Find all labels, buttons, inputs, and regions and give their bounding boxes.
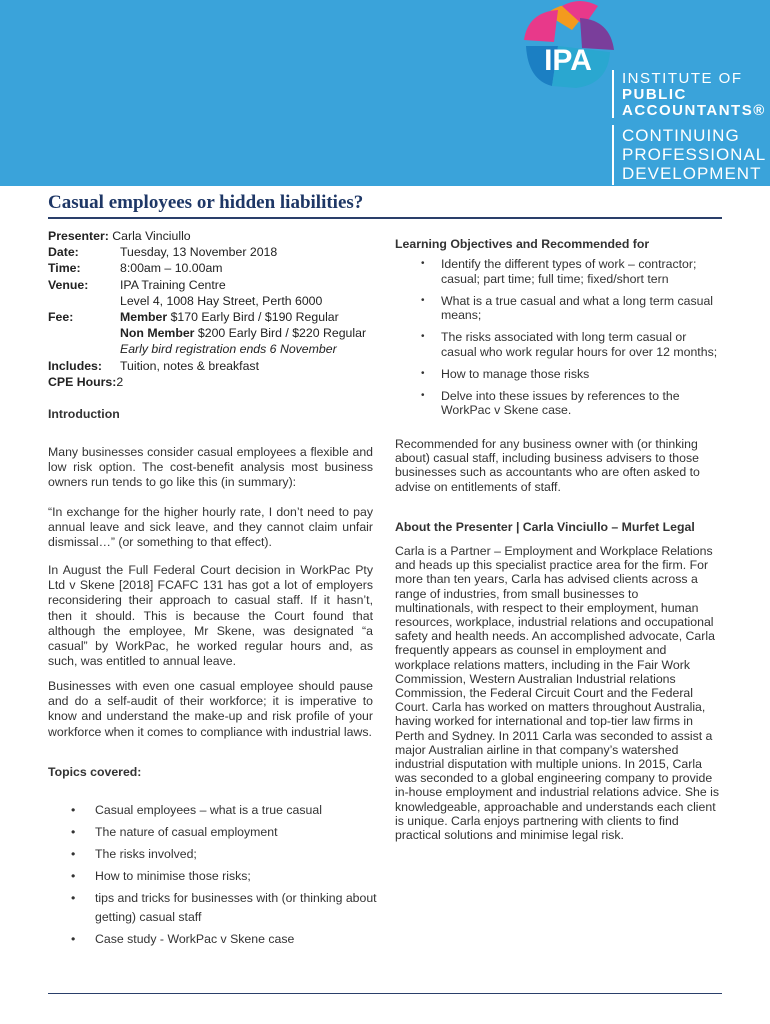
date-label: Date: [48, 245, 79, 260]
list-item: • Casual employees – what is a true casual [48, 801, 378, 820]
topics-list [48, 801, 378, 952]
list-item: • What is a true casual and what a long term casual means; [395, 294, 720, 323]
presenter-bio: Carla is a Partner – Employment and Workplace Relations and heads up this specialist practice area for the firm. For more than ten years, Carla has advised clients across a range of industries, from small businesses to multinationals, with respect to their employment, human resources, workplace, industrial relations and occupational safety and health needs. An accomplished advocate, Carla frequently appears as counsel in employment and workplace relations matters, including in the Fair Work Commission, Western Australian Industrial relations Commission, the Federal Circuit Court and the Federal Court. Carla has worked on matters throughout Australia, having worked for international and top-tier law firms in Perth and Sydney. In 2011 Carla was seconded to assist a major Australian airline in that company’s watershed industrial disputation with multiple unions. In 2015, Carla was seconded to a global engineering company to provide in-house employment and industrial relations advice. She is knowledgeable, approachable and understands each client is unique. Carla enjoys partnering with clients to find practical solutions and minimise legal risk. [395, 544, 719, 843]
cpe-value: 2 [116, 374, 124, 389]
logo-divider-bottom [612, 125, 614, 185]
page-title: Casual employees or hidden liabilities? [48, 192, 364, 213]
venue-value-line1: IPA Training Centre [120, 277, 226, 292]
member-label: Member [120, 310, 168, 325]
detail-time [48, 260, 366, 276]
title-rule [48, 217, 722, 219]
detail-nonmember-fee [48, 325, 366, 341]
org-name-line2: PUBLIC [622, 86, 687, 103]
time-value: 8:00am – 10.00am [120, 261, 223, 276]
introduction-para-3: In August the Full Federal Court decision in WorkPac Pty Ltd v Skene [2018] FCAFC 131 has got a lot of employers reconsidering their approach to casual staff. If it hasn’t, then it should. This is because the Court found that although the employee, Mr Skene, was designated “a casual” by WorkPac, he worked regular hours and, as such, was entitled to annual leave. [48, 563, 373, 669]
introduction-para-2: “In exchange for the higher hourly rate, I don’t need to pay annual leave and sick leave, and they cannot claim unfair dismissal…” (or something to that effect). [48, 505, 373, 550]
logo-divider-top [612, 70, 614, 118]
list-item: • Case study - WorkPac v Skene case [48, 930, 378, 949]
list-item: • The risks associated with long term casual or casual who work regular hours for over 12 months; [395, 330, 720, 359]
ipa-logo-text: IPA [544, 44, 592, 77]
member-fee: $170 Early Bird / $190 Regular [167, 310, 339, 325]
detail-includes [48, 358, 366, 374]
nonmember-fee: $200 Early Bird / $220 Regular [194, 326, 367, 341]
venue-value-line2: Level 4, 1008 Hay Street, Perth 6000 [120, 293, 323, 308]
list-item: • How to minimise those risks; [48, 867, 378, 886]
course-details [48, 228, 366, 390]
presenter-value: Carla Vinciullo [112, 229, 191, 243]
venue-label: Venue: [48, 277, 89, 292]
learning-objectives-heading: Learning Objectives and Recommended for [395, 237, 650, 251]
date-value: Tuesday, 13 November 2018 [120, 245, 278, 260]
detail-fee [48, 309, 366, 325]
introduction-para-4: Businesses with even one casual employee should pause and do a self-audit of their workforce; it is imperative to know and understand the make-up and risk profile of your workforce when it comes to compliance with industrial laws. [48, 679, 373, 739]
list-item: • The nature of casual employment [48, 823, 378, 842]
detail-date [48, 244, 366, 260]
learning-objectives-list [395, 257, 720, 425]
list-item: • How to manage those risks [395, 367, 720, 382]
presenter-label: Presenter: [48, 229, 109, 243]
nonmember-label: Non Member [120, 326, 195, 341]
detail-cpe [48, 374, 366, 390]
footer-rule [48, 993, 722, 994]
header-band [0, 0, 770, 186]
early-bird-note: Early bird registration ends 6 November [120, 342, 337, 357]
detail-venue [48, 277, 366, 293]
org-name-line1: INSTITUTE OF [622, 70, 743, 87]
time-label: Time: [48, 261, 81, 276]
introduction-para-1: Many businesses consider casual employees a flexible and low risk option. The cost-benefit analysis most business owners run tends to go like this (in summary): [48, 445, 373, 490]
includes-value: Tuition, notes & breakfast [120, 358, 259, 373]
org-name-line3: ACCOUNTANTS® [622, 102, 766, 119]
recommended-for-text: Recommended for any business owner with (or thinking about) casual staff, including business advisers to those businesses such as accountants who are often asked to advise on entitlements of staff. [395, 437, 700, 494]
program-line2: PROFESSIONAL [622, 145, 767, 164]
list-item: • Identify the different types of work – contractor; casual; part time; full time; fixed/short tern [395, 257, 720, 286]
cpe-label: CPE Hours: [48, 374, 117, 389]
introduction-heading: Introduction [48, 407, 120, 421]
includes-label: Includes: [48, 358, 102, 373]
list-item: • The risks involved; [48, 845, 378, 864]
detail-presenter [48, 228, 366, 244]
list-item: • tips and tricks for businesses with (or thinking about getting) casual staff [48, 889, 378, 926]
program-line3: DEVELOPMENT [622, 164, 762, 183]
list-item: • Delve into these issues by references to the WorkPac v Skene case. [395, 389, 720, 418]
program-line1: CONTINUING [622, 126, 740, 145]
topics-heading: Topics covered: [48, 765, 142, 779]
fee-label: Fee: [48, 310, 74, 325]
presenter-heading: About the Presenter | Carla Vinciullo – Murfet Legal [395, 520, 695, 534]
